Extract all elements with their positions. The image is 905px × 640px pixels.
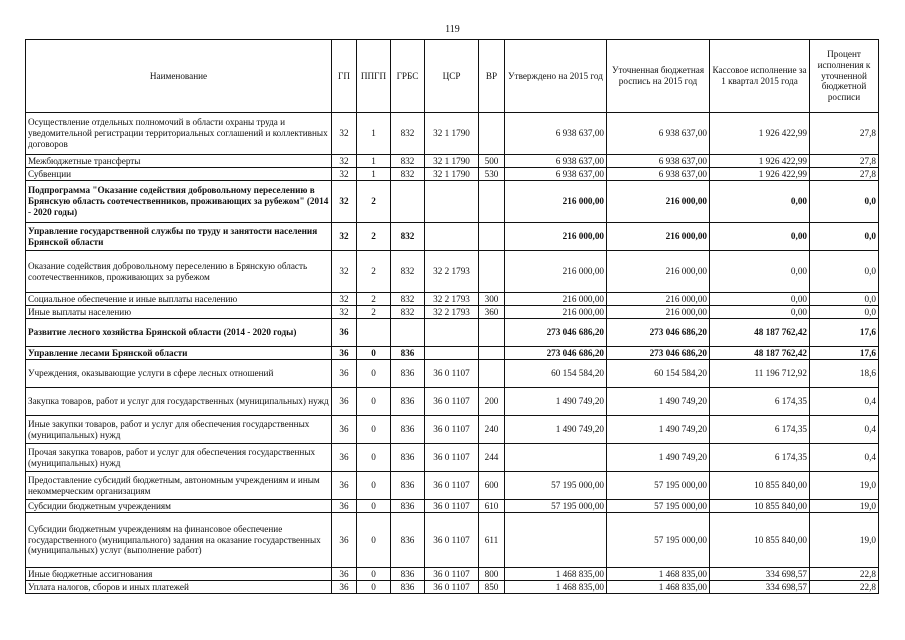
table-cell-vr	[479, 360, 505, 388]
table-cell-vr: 300	[479, 293, 505, 306]
table-cell-name: Субвенции	[26, 168, 332, 181]
table-cell-csr: 32 2 1793	[425, 251, 479, 293]
table-row	[26, 581, 879, 594]
table-cell-approved: 57 195 000,00	[505, 500, 607, 513]
table-cell-ppgp: 0	[357, 416, 391, 444]
table-cell-cash: 10 855 840,00	[710, 472, 810, 500]
table-cell-ppgp: 2	[357, 306, 391, 319]
header-row	[26, 40, 879, 113]
table-cell-ppgp: 2	[357, 181, 391, 223]
table-cell-gp: 36	[332, 444, 357, 472]
table-cell-percent: 19,0	[810, 513, 879, 568]
table-cell-ppgp: 0	[357, 360, 391, 388]
table-row	[26, 319, 879, 347]
table-cell-approved: 6 938 637,00	[505, 155, 607, 168]
table-cell-refined: 1 490 749,20	[607, 388, 710, 416]
table-cell-cash: 1 926 422,99	[710, 113, 810, 155]
table-cell-name: Межбюджетные трансферты	[26, 155, 332, 168]
table-cell-csr: 32 2 1793	[425, 306, 479, 319]
table-cell-percent: 0,0	[810, 223, 879, 251]
table-cell-percent: 22,8	[810, 581, 879, 594]
header-approved: Утверждено на 2015 год	[505, 40, 607, 113]
table-cell-csr	[425, 181, 479, 223]
table-cell-name: Закупка товаров, работ и услуг для государственных (муниципальных) нужд	[26, 388, 332, 416]
table-cell-percent: 27,8	[810, 113, 879, 155]
table-cell-refined: 6 938 637,00	[607, 113, 710, 155]
table-cell-ppgp: 1	[357, 113, 391, 155]
table-row	[26, 113, 879, 155]
table-cell-percent: 0,0	[810, 306, 879, 319]
table-cell-csr: 32 1 1790	[425, 155, 479, 168]
table-cell-grbs: 832	[391, 251, 425, 293]
header-csr: ЦСР	[425, 40, 479, 113]
table-row	[26, 472, 879, 500]
table-cell-ppgp: 0	[357, 500, 391, 513]
table-cell-refined: 216 000,00	[607, 181, 710, 223]
table-cell-vr: 611	[479, 513, 505, 568]
table-cell-grbs: 836	[391, 568, 425, 581]
table-cell-cash: 0,00	[710, 223, 810, 251]
table-cell-csr	[425, 223, 479, 251]
table-row	[26, 168, 879, 181]
table-cell-gp: 36	[332, 568, 357, 581]
header-vr: ВР	[479, 40, 505, 113]
table-cell-vr: 850	[479, 581, 505, 594]
table-cell-percent: 0,4	[810, 388, 879, 416]
table-row	[26, 181, 879, 223]
table-cell-csr: 36 0 1107	[425, 568, 479, 581]
table-cell-grbs: 832	[391, 223, 425, 251]
table-cell-approved: 216 000,00	[505, 293, 607, 306]
table-cell-approved	[505, 513, 607, 568]
table-cell-percent: 17,6	[810, 319, 879, 347]
table-cell-csr: 36 0 1107	[425, 416, 479, 444]
table-cell-approved: 273 046 686,20	[505, 347, 607, 360]
table-cell-gp: 36	[332, 388, 357, 416]
table-cell-name: Социальное обеспечение и иные выплаты населению	[26, 293, 332, 306]
table-cell-csr: 36 0 1107	[425, 500, 479, 513]
table-cell-approved: 216 000,00	[505, 306, 607, 319]
table-cell-refined: 60 154 584,20	[607, 360, 710, 388]
table-cell-percent: 27,8	[810, 168, 879, 181]
table-cell-vr	[479, 251, 505, 293]
table-cell-grbs: 836	[391, 444, 425, 472]
table-cell-grbs	[391, 319, 425, 347]
table-cell-percent: 0,0	[810, 251, 879, 293]
table-cell-refined: 6 938 637,00	[607, 155, 710, 168]
table-cell-refined: 6 938 637,00	[607, 168, 710, 181]
table-cell-name: Подпрограмма "Оказание содействия добровольному переселению в Брянскую область соотечественников, проживающих за рубежом" (2014 - 2020 годы)	[26, 181, 332, 223]
table-cell-grbs: 836	[391, 513, 425, 568]
table-cell-name: Управление лесами Брянской области	[26, 347, 332, 360]
table-cell-vr: 200	[479, 388, 505, 416]
table-cell-refined: 1 468 835,00	[607, 581, 710, 594]
table-cell-cash: 6 174,35	[710, 444, 810, 472]
table-cell-name: Учреждения, оказывающие услуги в сфере лесных отношений	[26, 360, 332, 388]
table-cell-cash: 334 698,57	[710, 568, 810, 581]
table-cell-gp: 36	[332, 347, 357, 360]
table-cell-csr: 36 0 1107	[425, 444, 479, 472]
table-cell-csr: 32 1 1790	[425, 168, 479, 181]
table-cell-gp: 36	[332, 513, 357, 568]
table-row	[26, 360, 879, 388]
table-cell-vr	[479, 319, 505, 347]
table-cell-name: Развитие лесного хозяйства Брянской области (2014 - 2020 годы)	[26, 319, 332, 347]
table-cell-csr: 36 0 1107	[425, 513, 479, 568]
table-cell-csr: 32 1 1790	[425, 113, 479, 155]
table-cell-gp: 36	[332, 319, 357, 347]
table-cell-refined: 57 195 000,00	[607, 513, 710, 568]
table-cell-percent: 22,8	[810, 568, 879, 581]
table-cell-gp: 32	[332, 293, 357, 306]
table-cell-approved: 216 000,00	[505, 251, 607, 293]
table-cell-refined: 1 468 835,00	[607, 568, 710, 581]
table-row	[26, 251, 879, 293]
table-cell-grbs: 836	[391, 581, 425, 594]
table-cell-grbs: 832	[391, 155, 425, 168]
table-cell-cash: 10 855 840,00	[710, 500, 810, 513]
table-cell-vr: 500	[479, 155, 505, 168]
table-cell-gp: 32	[332, 181, 357, 223]
table-cell-refined: 273 046 686,20	[607, 347, 710, 360]
table-cell-grbs: 836	[391, 416, 425, 444]
table-cell-vr	[479, 181, 505, 223]
table-cell-name: Субсидии бюджетным учреждениям на финансовое обеспечение государственного (муниципального) задания на оказание государственных (муниципальных) услуг (выполнение работ)	[26, 513, 332, 568]
table-cell-refined: 1 490 749,20	[607, 444, 710, 472]
table-cell-percent: 19,0	[810, 472, 879, 500]
table-cell-refined: 57 195 000,00	[607, 472, 710, 500]
table-cell-approved: 60 154 584,20	[505, 360, 607, 388]
table-cell-name: Иные выплаты населению	[26, 306, 332, 319]
header-name: Наименование	[26, 40, 332, 113]
table-cell-name: Управление государственной службы по труду и занятости населения Брянской области	[26, 223, 332, 251]
table-cell-gp: 32	[332, 306, 357, 319]
table-cell-refined: 216 000,00	[607, 251, 710, 293]
table-cell-approved: 1 468 835,00	[505, 568, 607, 581]
header-refined: Уточненная бюджетная роспись на 2015 год	[607, 40, 710, 113]
table-cell-gp: 32	[332, 223, 357, 251]
table-cell-grbs: 836	[391, 472, 425, 500]
header-cash: Кассовое исполнение за 1 квартал 2015 года	[710, 40, 810, 113]
table-row	[26, 444, 879, 472]
table-cell-ppgp: 1	[357, 155, 391, 168]
table-cell-grbs: 832	[391, 293, 425, 306]
table-cell-approved: 216 000,00	[505, 181, 607, 223]
table-cell-gp: 36	[332, 416, 357, 444]
table-cell-ppgp: 2	[357, 293, 391, 306]
table-cell-approved: 1 490 749,20	[505, 388, 607, 416]
table-cell-gp: 36	[332, 360, 357, 388]
table-cell-ppgp: 0	[357, 347, 391, 360]
table-cell-percent: 0,0	[810, 181, 879, 223]
table-cell-grbs: 832	[391, 306, 425, 319]
table-cell-cash: 0,00	[710, 306, 810, 319]
table-cell-csr	[425, 319, 479, 347]
table-cell-refined: 57 195 000,00	[607, 500, 710, 513]
table-cell-refined: 1 490 749,20	[607, 416, 710, 444]
table-cell-ppgp: 2	[357, 251, 391, 293]
table-cell-name: Осуществление отдельных полномочий в области охраны труда и уведомительной регистрации территориальных соглашений и коллективных договоров	[26, 113, 332, 155]
table-cell-name: Прочая закупка товаров, работ и услуг для обеспечения государственных (муниципальных) нужд	[26, 444, 332, 472]
table-cell-vr: 600	[479, 472, 505, 500]
table-row	[26, 155, 879, 168]
table-cell-cash: 6 174,35	[710, 388, 810, 416]
table-row	[26, 293, 879, 306]
table-row	[26, 347, 879, 360]
table-cell-ppgp: 1	[357, 168, 391, 181]
table-cell-name: Иные бюджетные ассигнования	[26, 568, 332, 581]
table-cell-cash: 1 926 422,99	[710, 168, 810, 181]
table-cell-refined: 216 000,00	[607, 223, 710, 251]
table-cell-percent: 0,4	[810, 416, 879, 444]
table-cell-cash: 6 174,35	[710, 416, 810, 444]
table-cell-vr	[479, 113, 505, 155]
table-cell-cash: 48 187 762,42	[710, 319, 810, 347]
table-cell-vr: 244	[479, 444, 505, 472]
table-cell-gp: 32	[332, 155, 357, 168]
table-cell-percent: 17,6	[810, 347, 879, 360]
table-cell-cash: 48 187 762,42	[710, 347, 810, 360]
table-cell-refined: 216 000,00	[607, 293, 710, 306]
table-cell-grbs: 836	[391, 360, 425, 388]
table-cell-percent: 0,4	[810, 444, 879, 472]
table-cell-ppgp	[357, 319, 391, 347]
table-cell-csr: 36 0 1107	[425, 581, 479, 594]
table-cell-ppgp: 0	[357, 568, 391, 581]
table-row	[26, 500, 879, 513]
table-cell-refined: 273 046 686,20	[607, 319, 710, 347]
table-cell-gp: 36	[332, 500, 357, 513]
table-cell-approved: 57 195 000,00	[505, 472, 607, 500]
table-cell-gp: 32	[332, 113, 357, 155]
table-cell-gp: 36	[332, 472, 357, 500]
table-row	[26, 388, 879, 416]
table-cell-percent: 0,0	[810, 293, 879, 306]
table-cell-percent: 27,8	[810, 155, 879, 168]
table-cell-cash: 0,00	[710, 293, 810, 306]
table-cell-csr: 36 0 1107	[425, 388, 479, 416]
table-cell-cash: 0,00	[710, 251, 810, 293]
table-cell-cash: 11 196 712,92	[710, 360, 810, 388]
table-cell-vr: 610	[479, 500, 505, 513]
table-cell-cash: 0,00	[710, 181, 810, 223]
table-cell-ppgp: 0	[357, 581, 391, 594]
table-row	[26, 513, 879, 568]
table-cell-grbs	[391, 181, 425, 223]
page-number: 119	[445, 24, 460, 35]
table-cell-gp: 32	[332, 251, 357, 293]
table-cell-vr: 240	[479, 416, 505, 444]
table-cell-approved: 216 000,00	[505, 223, 607, 251]
table-cell-vr	[479, 223, 505, 251]
budget-table	[25, 39, 879, 594]
header-grbs: ГРБС	[391, 40, 425, 113]
table-cell-name: Оказание содействия добровольному переселению в Брянскую область соотечественников, проживающих за рубежом	[26, 251, 332, 293]
table-cell-percent: 19,0	[810, 500, 879, 513]
table-cell-grbs: 836	[391, 347, 425, 360]
table-cell-grbs: 836	[391, 388, 425, 416]
table-cell-cash: 10 855 840,00	[710, 513, 810, 568]
table-cell-approved: 1 490 749,20	[505, 416, 607, 444]
table-cell-refined: 216 000,00	[607, 306, 710, 319]
table-cell-ppgp: 0	[357, 388, 391, 416]
table-cell-name: Субсидии бюджетным учреждениям	[26, 500, 332, 513]
table-cell-ppgp: 0	[357, 444, 391, 472]
table-cell-grbs: 832	[391, 113, 425, 155]
table-cell-vr: 360	[479, 306, 505, 319]
table-row	[26, 223, 879, 251]
table-cell-vr: 800	[479, 568, 505, 581]
table-cell-approved: 6 938 637,00	[505, 113, 607, 155]
table-cell-vr	[479, 347, 505, 360]
table-cell-ppgp: 2	[357, 223, 391, 251]
table-cell-gp: 36	[332, 581, 357, 594]
table-row	[26, 568, 879, 581]
table-cell-csr	[425, 347, 479, 360]
table-cell-name: Предоставление субсидий бюджетным, автономным учреждениям и иным некоммерческим организациям	[26, 472, 332, 500]
header-percent: Процент исполнения к уточненной бюджетной росписи	[810, 40, 879, 113]
table-cell-vr: 530	[479, 168, 505, 181]
table-cell-ppgp: 0	[357, 472, 391, 500]
table-cell-cash: 334 698,57	[710, 581, 810, 594]
table-cell-gp: 32	[332, 168, 357, 181]
header-gp: ГП	[332, 40, 357, 113]
table-row	[26, 416, 879, 444]
table-cell-cash: 1 926 422,99	[710, 155, 810, 168]
table-cell-name: Иные закупки товаров, работ и услуг для обеспечения государственных (муниципальных) нужд	[26, 416, 332, 444]
table-row	[26, 306, 879, 319]
table-cell-csr: 36 0 1107	[425, 472, 479, 500]
table-body	[26, 113, 879, 594]
table-cell-approved: 6 938 637,00	[505, 168, 607, 181]
table-cell-csr: 36 0 1107	[425, 360, 479, 388]
table-cell-approved: 273 046 686,20	[505, 319, 607, 347]
table-cell-approved	[505, 444, 607, 472]
table-cell-ppgp: 0	[357, 513, 391, 568]
table-cell-grbs: 836	[391, 500, 425, 513]
table-cell-name: Уплата налогов, сборов и иных платежей	[26, 581, 332, 594]
table-cell-csr: 32 2 1793	[425, 293, 479, 306]
header-ppgp: ППГП	[357, 40, 391, 113]
table-cell-percent: 18,6	[810, 360, 879, 388]
table-cell-approved: 1 468 835,00	[505, 581, 607, 594]
table-cell-grbs: 832	[391, 168, 425, 181]
